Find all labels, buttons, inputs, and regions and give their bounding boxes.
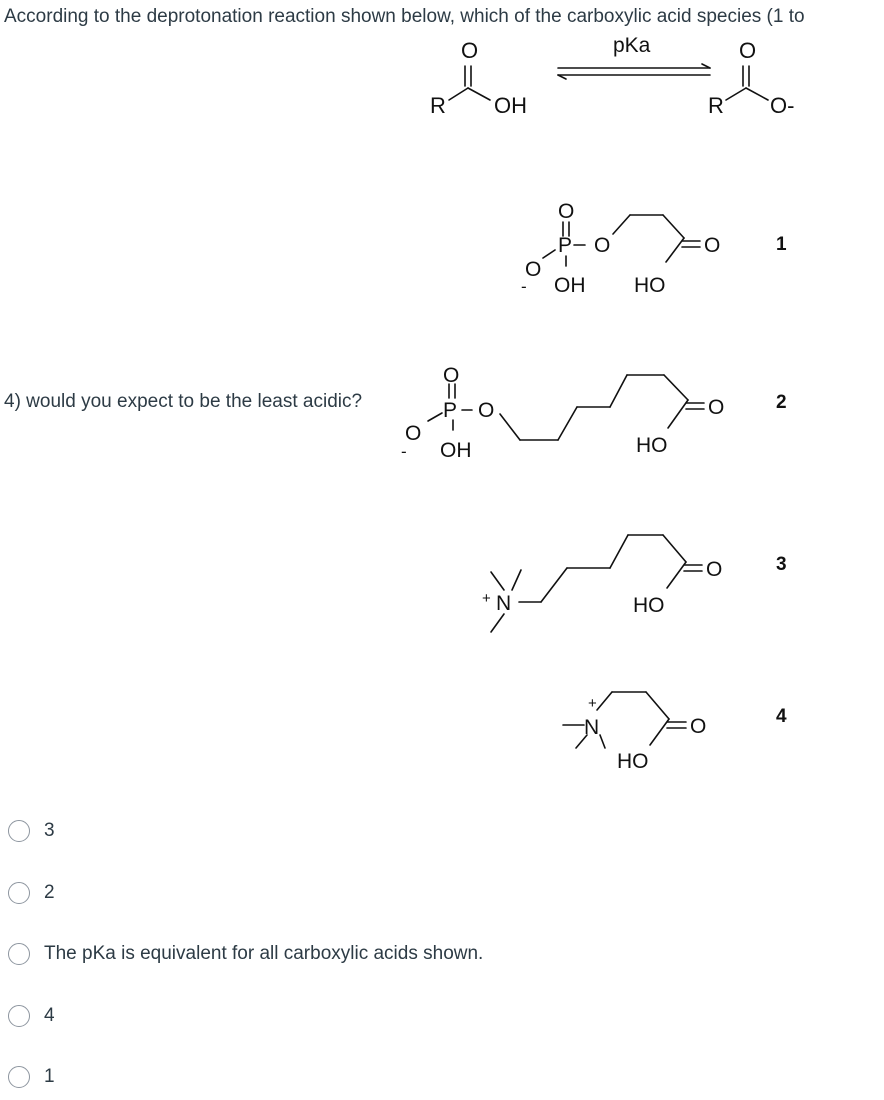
answer-label: 4 [44,1005,55,1026]
structure-2-hydroxyl: HO [636,434,668,457]
structure-4-number: 4 [776,706,787,727]
structure-1-negative-charge: - [521,277,527,296]
question-text-line-2: 4) would you expect to be the least acidic? [4,391,363,412]
structure-3-ammonium-n: N [496,592,512,615]
structure-3-hydroxyl: HO [633,594,665,617]
structure-2-phosphoryl-o: O [443,364,460,387]
reactant-carbonyl-o: O [461,38,479,63]
pka-arrow-label: pKa [613,34,651,57]
structure-3-positive-charge: + [482,590,491,607]
answer-label: 3 [44,820,55,841]
product-carbonyl-o: O [739,38,757,63]
structure-2-phosphate-oh: OH [440,439,472,462]
structure-2-number: 2 [776,392,787,413]
answer-option-2[interactable] [8,878,55,908]
structure-2-phosphorus: P [443,399,458,422]
structure-2-phosphate-o-minus: O [405,422,422,445]
structure-4-ammonium-n: N [584,716,600,739]
answer-option-4[interactable] [8,1001,55,1031]
radio-button[interactable] [8,882,30,904]
structure-1-carbonyl-o: O [704,234,721,257]
answer-option-1[interactable] [8,1062,55,1092]
structure-2-negative-charge: - [401,442,407,461]
answer-label: 2 [44,882,55,903]
structure-1-phosphate-oh: OH [554,274,586,297]
question-text-line-1: According to the deprotonation reaction shown below, which of the carboxylic acid species (1 to [4,6,805,27]
structure-2-ester-o: O [478,399,495,422]
structure-1-phosphoryl-o: O [558,200,575,223]
structure-4-positive-charge: + [588,695,597,712]
structure-2-carbonyl-o: O [708,396,725,419]
radio-button[interactable] [8,1005,30,1027]
answer-option-3[interactable] [8,816,55,846]
answer-label: 1 [44,1066,55,1087]
product-carboxylate: O- [770,93,795,118]
structure-3-carbonyl-o: O [706,558,723,581]
structure-4-carbonyl-o: O [690,715,707,738]
radio-button[interactable] [8,820,30,842]
radio-button[interactable] [8,943,30,965]
structure-1-phosphate-o-minus: O [525,258,542,281]
structure-1-phosphorus: P [558,234,573,257]
structure-1-hydroxyl: HO [634,274,666,297]
product-r-group: R [708,93,724,118]
reactant-hydroxyl: OH [494,93,527,118]
structure-1-number: 1 [776,234,787,255]
answer-label: The pKa is equivalent for all carboxylic acids shown. [44,943,484,964]
structure-4-hydroxyl: HO [617,750,649,773]
structure-3-number: 3 [776,554,787,575]
reactant-r-group: R [430,93,446,118]
radio-button[interactable] [8,1066,30,1088]
answer-option-equal-pka[interactable] [8,939,483,969]
structure-1-ester-o: O [594,234,611,257]
